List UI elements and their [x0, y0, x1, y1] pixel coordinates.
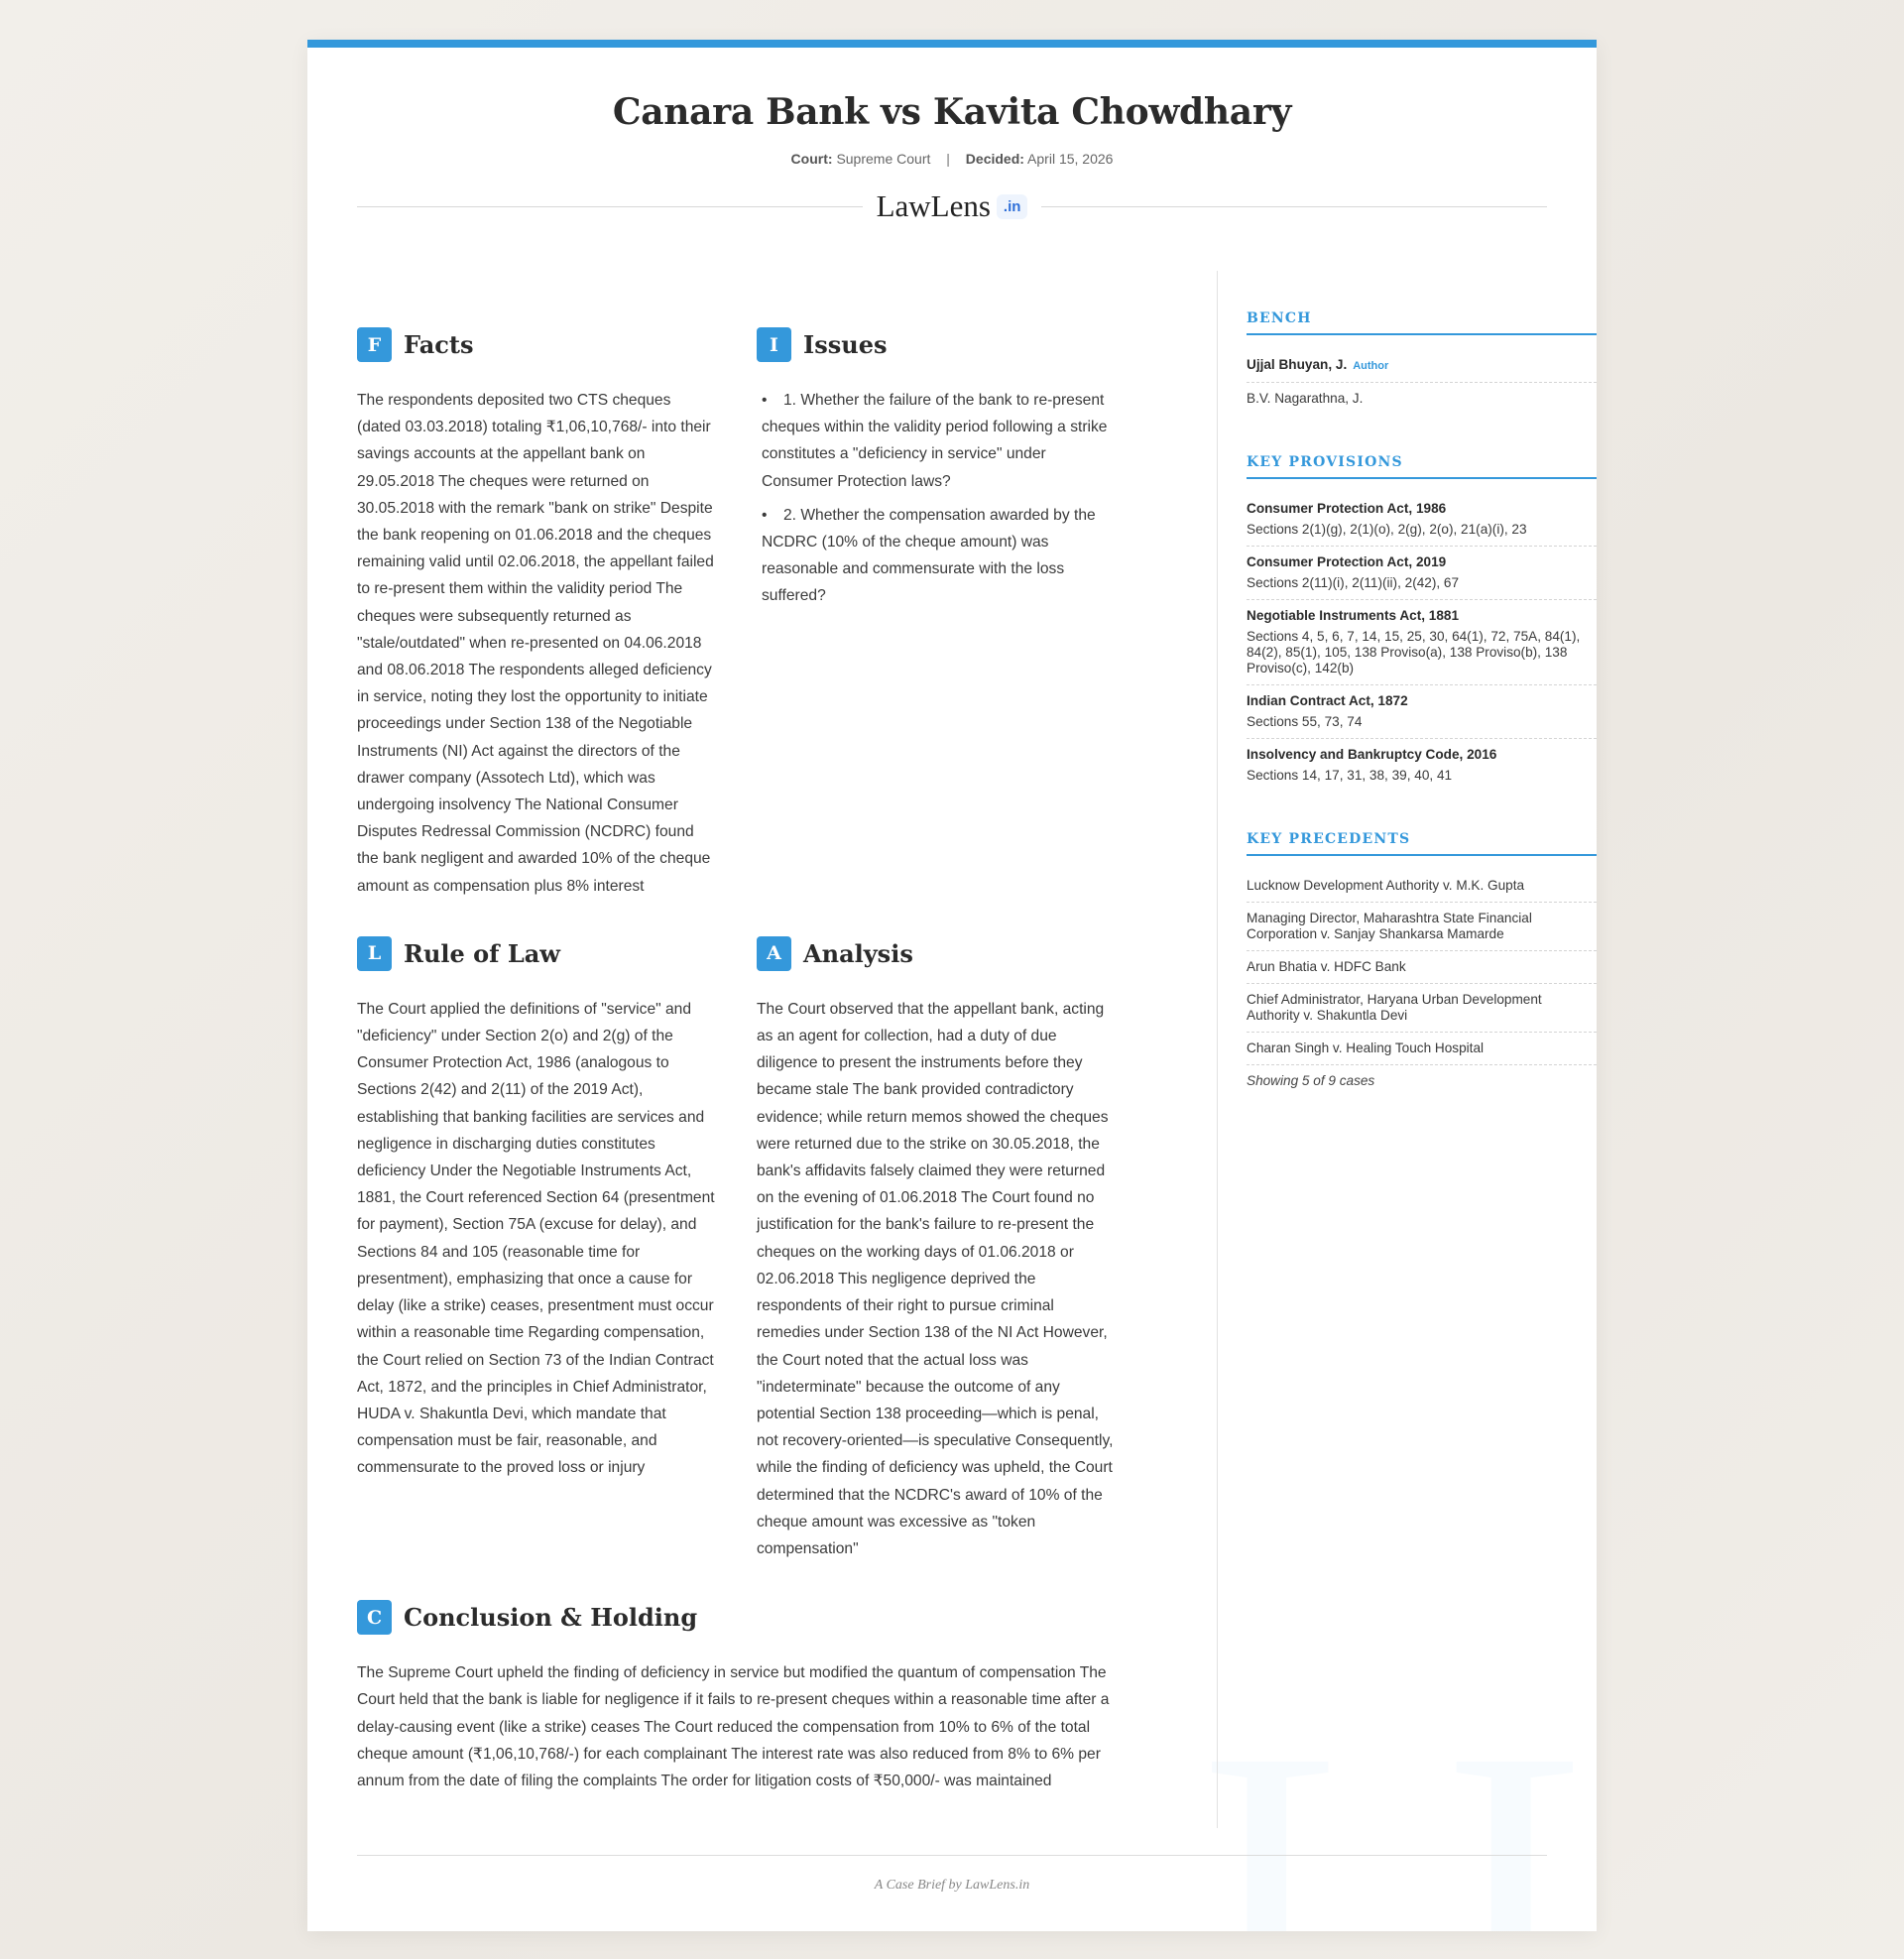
rule-text: The Court applied the definitions of "service" and "deficiency" under Section 2(o) and 2(g) of the Consumer Protection Act, 1986 (analogous to Sections 2(42) and 2(11) of the 2019 Act), establishing that banking facilities are services and negligence in discharging duties constitutes deficiency Under the Negotiable Instruments Act, 1881, the Court referenced Section 64 (presentment for payment), Section 75A (excuse for delay), and Sections 84 and 105 (reasonable time for presentment), emphasizing that once a cause for delay (like a strike) ceases, presentment must occur within a reasonable time Regarding compensation, the Court relied on Section 73 of the Indian Contract Act, 1872, and the principles in Chief Administrator, HUDA v. Shakuntla Devi, which mandate that compensation must be fair, reasonable, and commensurate to the proved loss or injury — [357, 1000, 715, 1477]
section-title: Issues — [803, 330, 888, 359]
precedents-count: Showing 5 of 9 cases — [1247, 1073, 1375, 1088]
provision-sections: Sections 4, 5, 6, 7, 14, 15, 25, 30, 64(1), 72, 75A, 84(1), 84(2), 85(1), 105, 138 Proviso(a), 138 Proviso(b), 138 Proviso(c), 142(b) — [1247, 629, 1581, 675]
main-content — [357, 271, 1167, 1794]
issue-item: • 1. Whether the failure of the bank to re-present cheques within the validity period following a strike constitutes a "deficiency in service" under Consumer Protection laws? — [762, 387, 1117, 495]
provision-sections: Sections 2(1)(g), 2(1)(o), 2(g), 2(o), 21(a)(i), 23 — [1247, 522, 1527, 537]
brand-row — [357, 188, 1547, 224]
facts-letter-icon: F — [357, 327, 392, 362]
issue-item: • 2. Whether the compensation awarded by the NCDRC (10% of the cheque amount) was reasonable and commensurate with the loss suffered? — [762, 502, 1117, 610]
section-analysis — [757, 936, 1117, 1562]
meta-separator: | — [946, 151, 950, 167]
analysis-text: The Court observed that the appellant bank, acting as an agent for collection, had a duty of due diligence to present the instruments before they became stale The bank provided contradictory evidence; while return memos showed the cheques were returned due to the strike on 30.05.2018, the bank's affidavits falsely claimed they were returned on the evening of 01.06.2018 The Court found no justification for the bank's failure to re-present the cheques on the working days of 01.06.2018 or 02.06.2018 This negligence deprived the respondents of their right to pursue criminal remedies under Section 138 of the NI Act However, the Court noted that the actual loss was "indeterminate" because the outcome of any potential Section 138 proceeding—which is penal, not recovery-oriented—is speculative Consequently, while the finding of deficiency was upheld, the Court determined that the NCDRC's award of 10% of the cheque amount was excessive as "token compensation" — [757, 1000, 1114, 1557]
judge-name: Ujjal Bhuyan, J. — [1247, 357, 1348, 372]
section-conclusion — [357, 1600, 1167, 1794]
analysis-letter-icon: A — [757, 936, 791, 971]
bench-title: BENCH — [1247, 310, 1597, 335]
bench-block — [1247, 310, 1597, 415]
provision-item — [1247, 493, 1597, 547]
section-title: Analysis — [803, 938, 913, 968]
court-label: Court: — [790, 151, 833, 167]
judge-item — [1247, 349, 1597, 383]
precedent-item[interactable]: Lucknow Development Authority v. M.K. Gupta — [1247, 870, 1597, 903]
brand-tld-badge: .in — [997, 194, 1028, 219]
page-title: Canara Bank vs Kavita Chowdhary — [612, 91, 1292, 133]
accent-top-bar — [307, 40, 1597, 48]
divider-right — [1041, 206, 1547, 207]
precedents-block — [1247, 831, 1597, 1088]
conclusion-letter-icon: C — [357, 1600, 392, 1635]
divider-left — [357, 206, 863, 207]
rule-letter-icon: L — [357, 936, 392, 971]
precedent-item[interactable]: Chief Administrator, Haryana Urban Development Authority v. Shakuntla Devi — [1247, 984, 1597, 1033]
provision-act: Consumer Protection Act, 1986 — [1247, 501, 1447, 516]
provision-sections: Sections 2(11)(i), 2(11)(ii), 2(42), 67 — [1247, 575, 1460, 590]
provision-item — [1247, 600, 1597, 685]
provision-act: Insolvency and Bankruptcy Code, 2016 — [1247, 747, 1497, 762]
issues-list — [757, 387, 1117, 610]
brand-watermark — [1200, 1686, 1597, 1931]
sidebar-divider — [1217, 271, 1218, 1828]
provision-act: Indian Contract Act, 1872 — [1247, 693, 1408, 708]
bullet-icon: • — [762, 392, 768, 409]
section-issues — [757, 327, 1117, 900]
provision-act: Negotiable Instruments Act, 1881 — [1247, 608, 1460, 623]
author-badge: Author — [1353, 360, 1389, 372]
precedent-item[interactable]: Arun Bhatia v. HDFC Bank — [1247, 951, 1597, 984]
precedents-title: KEY PRECEDENTS — [1247, 831, 1597, 856]
section-title: Rule of Law — [404, 938, 560, 968]
decided-label: Decided: — [965, 151, 1024, 167]
case-meta — [307, 151, 1597, 167]
decided-value: April 15, 2026 — [1027, 151, 1114, 167]
precedents-list — [1247, 870, 1597, 1065]
section-heading — [357, 1600, 1167, 1635]
brand-name: LawLens — [876, 188, 991, 223]
court-value: Supreme Court — [836, 151, 931, 167]
bench-list — [1247, 349, 1597, 415]
provision-item — [1247, 685, 1597, 739]
section-heading — [357, 936, 717, 971]
case-brief-card — [307, 40, 1597, 1931]
precedent-item[interactable]: Charan Singh v. Healing Touch Hospital — [1247, 1033, 1597, 1065]
section-title: Conclusion & Holding — [404, 1603, 698, 1633]
facts-text: The respondents deposited two CTS cheques (dated 03.03.2018) totaling ₹1,06,10,768/- into their savings accounts at the appellant bank on 29.05.2018 The cheques were returned on 30.05.2018 with the remark "bank on strike" Despite the bank reopening on 01.06.2018 and the cheques remaining valid until 02.06.2018, the appellant failed to re-present them within the validity period The cheques were subsequently returned as "stale/outdated" when re-presented on 04.06.2018 and 08.06.2018 The respondents alleged deficiency in service, noting they lost the opportunity to initiate proceedings under Section 138 of the Negotiable Instruments (NI) Act against the directors of the drawer company (Assotech Ltd), which was undergoing insolvency The National Consumer Disputes Redressal Commission (NCDRC) found the bank negligent and awarded 10% of the cheque amount as compensation plus 8% interest — [357, 392, 714, 895]
bullet-icon: • — [762, 506, 768, 524]
judge-name: B.V. Nagarathna, J. — [1247, 391, 1364, 406]
sidebar — [1247, 310, 1597, 1128]
irac-grid — [357, 271, 1167, 1562]
section-title: Facts — [404, 330, 474, 359]
issues-letter-icon: I — [757, 327, 791, 362]
section-facts — [357, 327, 717, 900]
provisions-title: KEY PROVISIONS — [1247, 454, 1597, 479]
section-heading — [357, 327, 717, 362]
footer-divider — [357, 1855, 1547, 1856]
provision-sections: Sections 14, 17, 31, 38, 39, 40, 41 — [1247, 768, 1453, 783]
provision-item — [1247, 547, 1597, 600]
brand-logo[interactable] — [863, 188, 1042, 224]
provisions-block — [1247, 454, 1597, 792]
provisions-list — [1247, 493, 1597, 792]
page-header — [307, 48, 1597, 167]
judge-item — [1247, 383, 1597, 415]
section-rule-of-law — [357, 936, 717, 1562]
provision-act: Consumer Protection Act, 2019 — [1247, 554, 1447, 569]
conclusion-text: The Supreme Court upheld the finding of deficiency in service but modified the quantum of compensation The Court held that the bank is liable for negligence if it fails to re-present cheques within a reasonable time after a delay-causing event (like a strike) ceases The Court reduced the compensation from 10% to 6% of the total cheque amount (₹1,06,10,768/-) for each complainant The interest rate was also reduced from 8% to 6% per annum from the date of filing the complaints The order for litigation costs of ₹50,000/- was maintained — [357, 1664, 1110, 1789]
section-heading — [757, 327, 1117, 362]
provision-item — [1247, 739, 1597, 792]
section-heading — [757, 936, 1117, 971]
provision-sections: Sections 55, 73, 74 — [1247, 714, 1363, 729]
precedent-item[interactable]: Managing Director, Maharashtra State Financial Corporation v. Sanjay Shankarsa Mamarde — [1247, 903, 1597, 951]
footer-credit: A Case Brief by LawLens.in — [874, 1878, 1030, 1893]
